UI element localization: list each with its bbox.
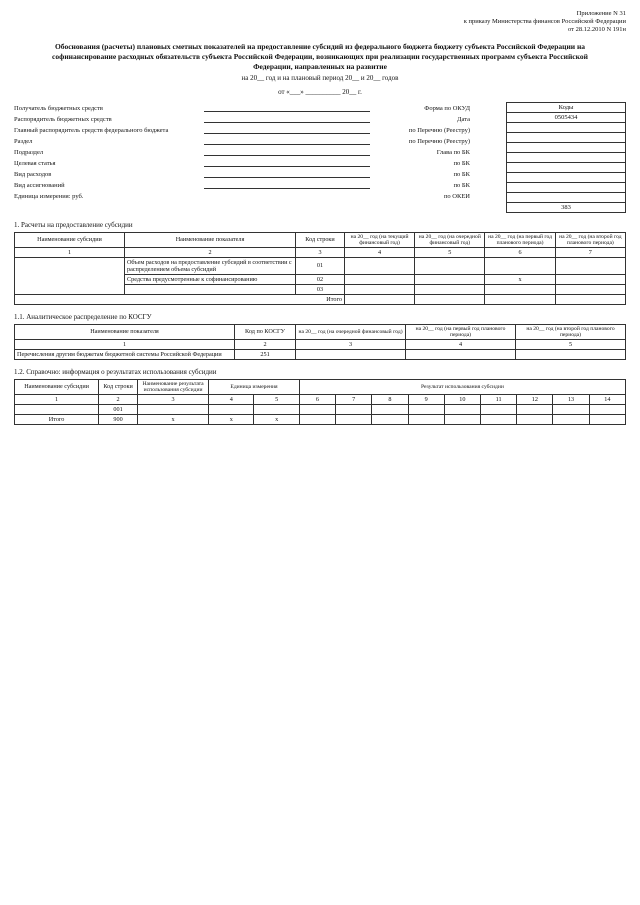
field-row <box>14 190 474 200</box>
column-number: 3 <box>296 247 345 257</box>
column-number: 5 <box>254 394 299 404</box>
codes-table <box>506 102 626 213</box>
value-cell[interactable] <box>415 284 485 294</box>
value-cell[interactable] <box>299 414 335 424</box>
column-number: 8 <box>372 394 408 404</box>
total-label: Итого <box>15 294 345 304</box>
column-number: 11 <box>480 394 516 404</box>
column-number-row <box>15 339 626 349</box>
row-code: 03 <box>296 284 345 294</box>
right-label: по Перечню (Реестру) <box>408 126 470 134</box>
header-block <box>14 102 626 213</box>
total-cell[interactable] <box>344 294 414 304</box>
column-number: 10 <box>444 394 480 404</box>
value-cell: x <box>209 414 254 424</box>
column-number: 14 <box>589 394 625 404</box>
value-cell[interactable] <box>344 257 414 274</box>
column-header: на 20__ год (на очередной финансовый год) <box>296 324 406 339</box>
field-label: Раздел <box>14 137 33 145</box>
appendix-note <box>406 10 626 34</box>
field-label: Вид ассигнований <box>14 181 65 189</box>
value-cell[interactable] <box>517 414 553 424</box>
right-label: по БК <box>453 159 470 167</box>
field-row <box>14 102 474 112</box>
field-line[interactable] <box>204 180 370 189</box>
value-cell[interactable] <box>517 404 553 414</box>
value-cell[interactable] <box>372 404 408 414</box>
value-cell[interactable] <box>485 257 555 274</box>
column-number: 2 <box>124 247 295 257</box>
value-cell[interactable] <box>344 284 414 294</box>
value-cell[interactable] <box>555 274 625 284</box>
field-label: Целевая статья <box>14 159 56 167</box>
value-cell[interactable] <box>516 349 626 359</box>
right-label: по Перечню (Реестру) <box>408 137 470 145</box>
field-line[interactable] <box>204 169 370 178</box>
date-line: от «___» __________ 20__ г. <box>278 87 362 96</box>
column-header: Наименование субсидии <box>15 232 125 247</box>
appendix-line-3: от 28.12.2010 N 191н <box>567 26 626 34</box>
field-label: Главный распорядитель средств федерального бюджета <box>14 126 169 134</box>
indicator-name: Перечисления другим бюджетам бюджетной системы Российской Федерации <box>15 349 235 359</box>
column-number: 1 <box>15 339 235 349</box>
field-row <box>14 124 474 134</box>
code-cell[interactable] <box>507 162 626 172</box>
column-header: на 20__ год (на первый год планового периода) <box>406 324 516 339</box>
field-row <box>14 168 474 178</box>
section3-table <box>14 379 626 425</box>
total-cell[interactable] <box>415 294 485 304</box>
column-number: 4 <box>344 247 414 257</box>
column-number: 5 <box>415 247 485 257</box>
column-number: 9 <box>408 394 444 404</box>
column-number: 12 <box>517 394 553 404</box>
appendix-line-2: к приказу Министерства финансов Российской Федерации <box>463 18 626 26</box>
value-cell[interactable] <box>336 414 372 424</box>
right-label: Форма по ОКУД <box>424 104 470 112</box>
column-number-row <box>15 247 626 257</box>
row-code: 02 <box>296 274 345 284</box>
field-spacer <box>204 192 370 200</box>
code-cell[interactable] <box>507 142 626 152</box>
column-number: 4 <box>406 339 516 349</box>
column-number: 2 <box>234 339 295 349</box>
right-label: Глава по БК <box>436 148 470 156</box>
value-cell[interactable] <box>480 414 516 424</box>
column-number: 7 <box>555 247 625 257</box>
kosgu-code: 251 <box>234 349 295 359</box>
section2-title: 1.1. Аналитическое распределение по КОСГУ <box>14 312 152 321</box>
section1-table <box>14 232 626 305</box>
field-row <box>14 179 474 189</box>
value-cell[interactable] <box>553 404 589 414</box>
field-row <box>14 146 474 156</box>
value-cell[interactable] <box>254 404 299 414</box>
column-header: на 20__ год (на текущий финансовый год) <box>344 232 414 247</box>
period-line: на 20__ год и на плановый период 20__ и 20__ годов <box>241 73 399 82</box>
indicator-name <box>124 284 295 294</box>
value-cell: x <box>137 414 208 424</box>
total-row <box>15 414 626 424</box>
table-row <box>15 404 626 414</box>
field-line[interactable] <box>204 136 370 145</box>
table-header-row <box>15 232 626 247</box>
table-header-row <box>15 379 626 394</box>
column-header: Код по КОСГУ <box>234 324 295 339</box>
code-cell[interactable] <box>507 152 626 162</box>
field-label: Подраздел <box>14 148 44 156</box>
column-number: 4 <box>209 394 254 404</box>
table-row <box>15 257 626 274</box>
value-cell[interactable] <box>299 404 335 414</box>
value-cell[interactable] <box>15 404 99 414</box>
right-label: Дата <box>457 115 470 123</box>
row-code: 900 <box>99 414 138 424</box>
row-code: 01 <box>296 257 345 274</box>
field-label: Распорядитель бюджетных средств <box>14 115 112 123</box>
total-label: Итого <box>15 414 99 424</box>
section3-title: 1.2. Справочно: информация о результатах использования субсидии <box>14 367 217 376</box>
value-cell[interactable] <box>589 404 625 414</box>
column-header: Наименование показателя <box>124 232 295 247</box>
section1-title: 1. Расчеты на предоставление субсидии <box>14 220 133 229</box>
value-cell[interactable] <box>372 414 408 424</box>
field-label: Вид расходов <box>14 170 52 178</box>
section2-table <box>14 324 626 360</box>
column-number: 3 <box>296 339 406 349</box>
value-cell[interactable] <box>408 414 444 424</box>
value-cell[interactable] <box>444 404 480 414</box>
value-cell[interactable] <box>480 404 516 414</box>
column-header: Результат использования субсидии <box>299 379 625 394</box>
code-cell[interactable]: 0505434 <box>507 112 626 122</box>
column-header: на 20__ год (на второй год планового периода) <box>516 324 626 339</box>
value-cell[interactable] <box>296 349 406 359</box>
value-cell[interactable] <box>137 404 208 414</box>
column-header: Код строки <box>296 232 345 247</box>
codes-header: Коды <box>507 102 626 112</box>
code-cell[interactable] <box>507 132 626 142</box>
value-cell[interactable]: x <box>485 274 555 284</box>
value-cell[interactable] <box>408 404 444 414</box>
appendix-line-1: Приложение N 31 <box>576 10 626 17</box>
value-cell[interactable] <box>553 414 589 424</box>
right-label: по БК <box>453 181 470 189</box>
column-number: 7 <box>336 394 372 404</box>
field-row <box>14 135 474 145</box>
column-number: 5 <box>516 339 626 349</box>
code-cell[interactable]: 383 <box>507 202 626 212</box>
value-cell[interactable] <box>555 284 625 294</box>
code-cell[interactable] <box>507 182 626 192</box>
value-cell[interactable] <box>406 349 516 359</box>
value-cell[interactable] <box>209 404 254 414</box>
subsidy-name-cell[interactable] <box>15 257 125 294</box>
code-cell[interactable] <box>507 192 626 202</box>
field-line[interactable] <box>204 125 370 134</box>
column-number: 3 <box>137 394 208 404</box>
column-header: на 20__ год (на второй год планового периода) <box>555 232 625 247</box>
table-header-row <box>15 324 626 339</box>
code-cell[interactable] <box>507 172 626 182</box>
field-row <box>14 113 474 123</box>
value-cell[interactable] <box>589 414 625 424</box>
field-line[interactable] <box>204 158 370 167</box>
field-label: Получатель бюджетных средств <box>14 104 103 112</box>
code-cell[interactable] <box>507 122 626 132</box>
table-row <box>15 349 626 359</box>
column-header: Наименование субсидии <box>15 379 99 394</box>
value-cell[interactable] <box>415 257 485 274</box>
value-cell[interactable] <box>555 257 625 274</box>
column-header: на 20__ год (на очередной финансовый год) <box>415 232 485 247</box>
column-number: 13 <box>553 394 589 404</box>
column-header: Код строки <box>99 379 138 394</box>
indicator-name: Объем расходов на предоставление субсидий в соответствии с распределением объема субсидий <box>124 257 295 274</box>
column-number: 2 <box>99 394 138 404</box>
field-line[interactable] <box>204 147 370 156</box>
document-title: Обоснования (расчеты) плановых сметных показателей на предоставление субсидий из федерального бюджета бюджету субъекта Российской Федерации на софинансирование расходных обязательств субъекта Российской Федерации, возникающих при реализации государственных программ субъекта Российской Федерации, направленных на развитие <box>52 42 588 71</box>
right-label: по БК <box>453 170 470 178</box>
value-cell: x <box>254 414 299 424</box>
field-row <box>14 157 474 167</box>
column-header: на 20__ год (на первый год планового периода) <box>485 232 555 247</box>
value-cell[interactable] <box>485 284 555 294</box>
total-cell[interactable] <box>485 294 555 304</box>
header-fields <box>14 102 474 213</box>
column-header: Наименование результата использования субсидии <box>137 379 208 394</box>
column-number-row <box>15 394 626 404</box>
value-cell[interactable] <box>444 414 480 424</box>
column-number: 1 <box>15 394 99 404</box>
value-cell[interactable] <box>336 404 372 414</box>
value-cell[interactable] <box>344 274 414 284</box>
right-label: по ОКЕИ <box>443 192 470 200</box>
column-header: Единица измерения <box>209 379 300 394</box>
column-number: 6 <box>485 247 555 257</box>
field-label: Единица измерения: руб. <box>14 192 84 200</box>
column-number: 1 <box>15 247 125 257</box>
value-cell[interactable] <box>415 274 485 284</box>
column-header: Наименование показателя <box>15 324 235 339</box>
column-number: 6 <box>299 394 335 404</box>
indicator-name: Средства предусмотренные к софинансированию <box>124 274 295 284</box>
field-line[interactable] <box>204 114 370 123</box>
row-code: 001 <box>99 404 138 414</box>
total-row <box>15 294 626 304</box>
total-cell[interactable] <box>555 294 625 304</box>
field-line[interactable] <box>204 103 370 112</box>
